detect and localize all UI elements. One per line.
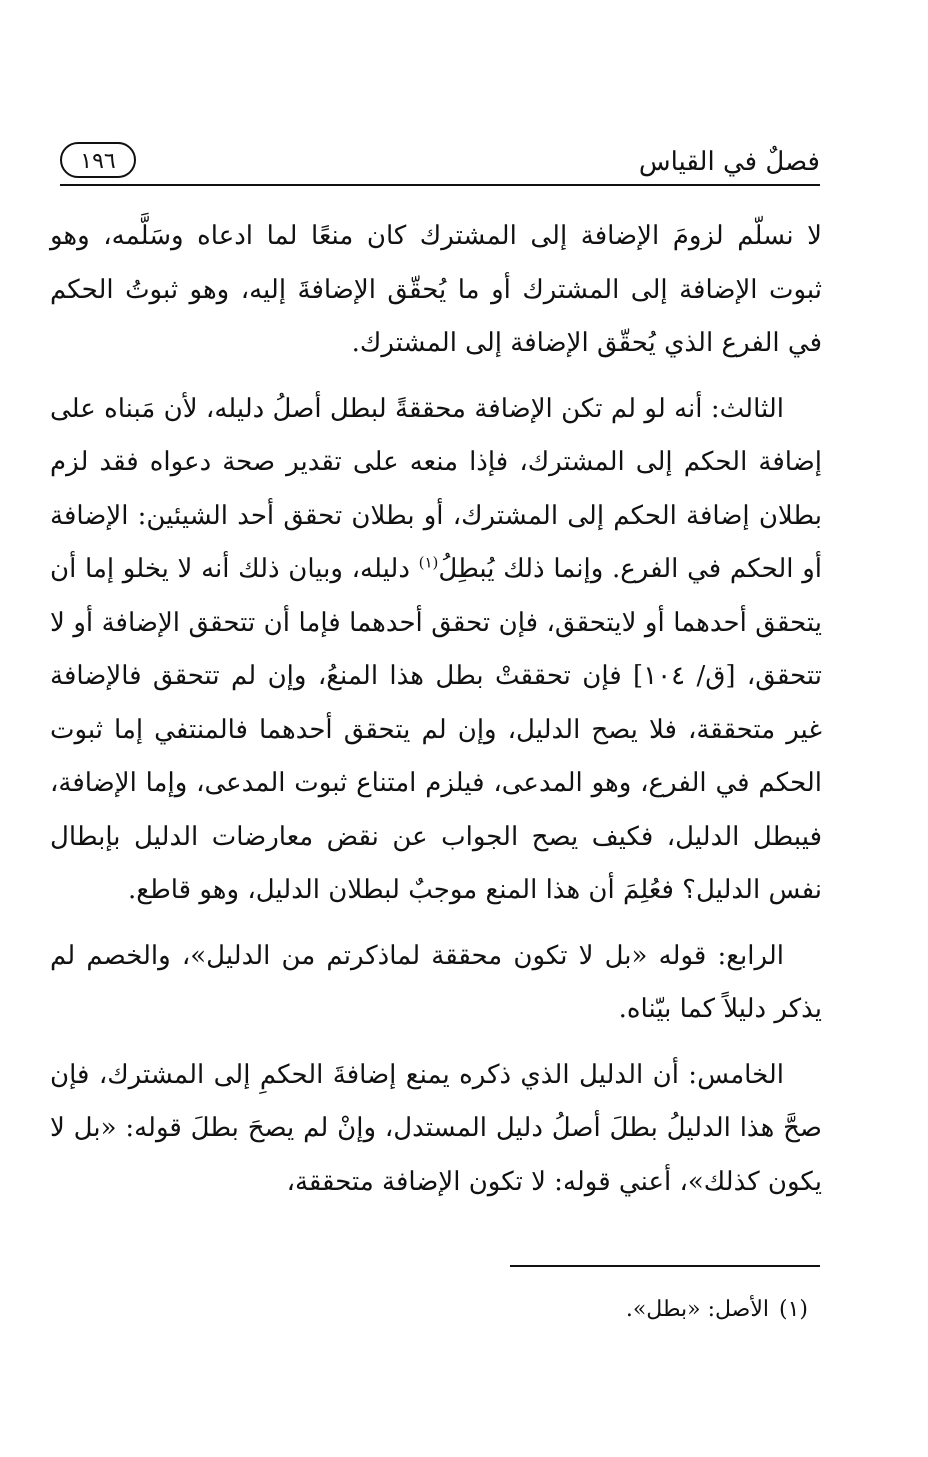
paragraph-4: الخامس: أن الدليل الذي ذكره يمنع إضافةَ الحكمِ إلى المشترك، فإن صحَّ هذا الدليلُ بطلَ أصلُ دليل المستدل، وإنْ لم يصحَ بطلَ قوله: «بل لا يكون كذلك»، أعني قوله: لا تكون الإضافة متحققة،	[50, 1059, 822, 1197]
footnote	[626, 1290, 808, 1330]
paragraph-3: الرابع: قوله «بل لا تكون محققة لماذكرتم من الدليل»، والخصم لم يذكر دليلاً كما بيّناه.	[50, 940, 822, 1024]
footnote-text: الأصل: «بطل».	[625, 1297, 769, 1322]
footnote-divider	[510, 1265, 820, 1267]
paragraph-2-part-a: الثالث: أنه لو لم تكن الإضافة محققةً لبطل أصلُ دليله، لأن مَبناه على إضافة الحكم إلى المشترك، فإذا منعه على تقدير صحة دعواه فقد لزم بطلان إضافة الحكم إلى المشترك، أو بطلان تحقق أحد الشيئين: الإضافة أو الحكم في الفرع. وإنما ذلك يُبطِلُ	[50, 393, 822, 584]
main-text	[50, 210, 822, 1221]
footnote-number: (١)	[778, 1297, 808, 1322]
chapter-title: فصلٌ في القياس	[638, 147, 820, 177]
page-number-badge: ١٩٦	[60, 142, 136, 178]
footnote-reference[interactable]: (١)	[418, 553, 439, 572]
paragraph-1: لا نسلّم لزومَ الإضافة إلى المشترك كان منعًا لما ادعاه وسَلَّمه، وهو ثبوت الإضافة إلى المشترك أو ما يُحقّق الإضافةَ إليه، وهو ثبوتُ الحكم في الفرع الذي يُحقّق الإضافة إلى المشترك.	[50, 221, 822, 358]
paragraph-2-part-b: دليله، وبيان ذلك أنه لا يخلو إما أن يتحقق أحدهما أو لايتحقق، فإن تحقق أحدهما فإما أن تتحقق الإضافة أو لا تتحقق، [ق/ ١٠٤] فإن تحققتْ بطل هذا المنعُ، وإن لم تتحقق فالإضافة غير متحققة، فلا يصح الدليل، وإن لم يتحقق أحدهما فالمنتفي إما ثبوت الحكم في الفرع، وهو المدعى، فيلزم امتناع ثبوت المدعى، وإما الإضافة، فيبطل الدليل، فكيف يصح الجواب عن نقض معارضات الدليل بإبطال نفس الدليل؟ فعُلِمَ أن هذا المنع موجبٌ لبطلان الدليل، وهو قاطع.	[50, 554, 822, 905]
paragraph-2	[50, 383, 822, 918]
header-divider	[60, 184, 820, 186]
running-header	[60, 140, 820, 188]
